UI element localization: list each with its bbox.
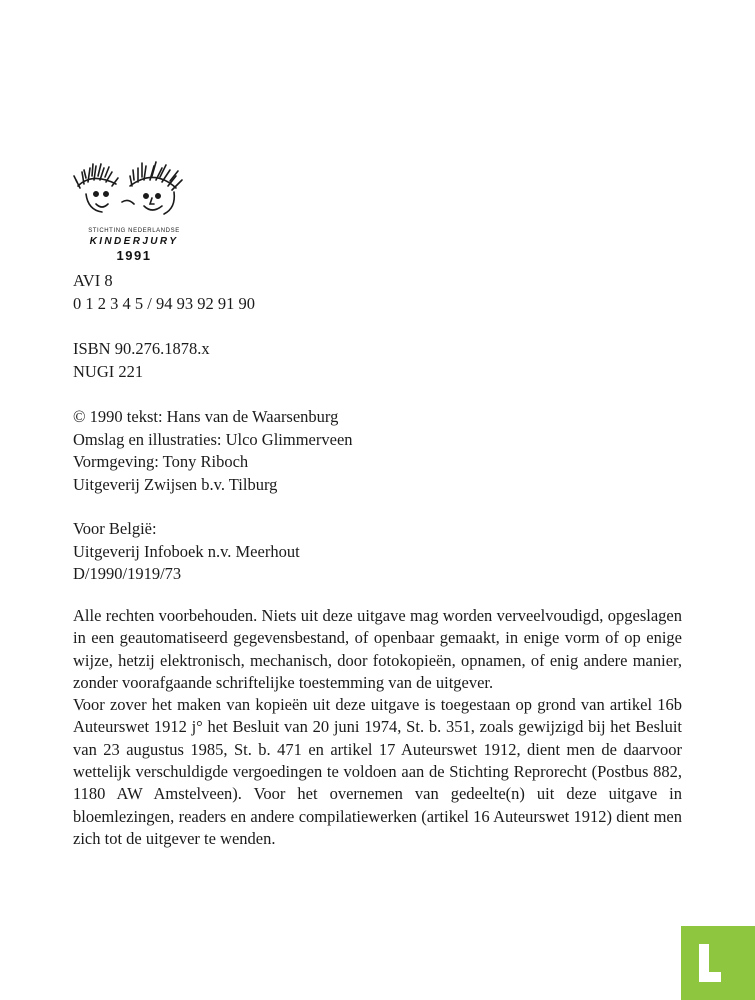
- avi-block: [73, 270, 683, 315]
- copying-paragraph: Voor zover het maken van kopieën uit deze uitgave is toegestaan op grond van artikel 16b Auteurswet 1912 j° het Besluit van 20 juni 1974, St. b. 351, zoals gewijzigd bij het Besluit van 23 augustus 1985, St. b. 471 en artikel 17 Auteurswet 1912, dient men de daarvoor wettelijk verschuldigde vergoedingen te voldoen aan de Stichting Reprorecht (Postbus 882, 1180 AW Amstelveen). Voor het overnemen van gedeelte(n) uit deze uitgave in bloemlezingen, readers en andere compilatiewerken (artikel 16 Auteurswet 1912) dient men zich tot de uitgever te wenden.: [73, 695, 682, 848]
- avi-level: AVI 8: [73, 271, 113, 290]
- corner-badge: [681, 926, 755, 1000]
- lastdodo-l-icon: [699, 944, 721, 982]
- belgium-heading: Voor België:: [73, 519, 157, 538]
- belgium-block: [73, 518, 683, 586]
- logo-name: KINDERJURY: [89, 236, 179, 247]
- two-children-faces-icon: [72, 158, 196, 228]
- logo-subtitle: STICHTING NEDERLANDSE: [88, 228, 180, 234]
- credit-publisher: Uitgeverij Zwijsen b.v. Tilburg: [73, 474, 278, 494]
- print-line: 0 1 2 3 4 5 / 94 93 92 91 90: [73, 293, 255, 313]
- nugi: NUGI 221: [73, 361, 144, 381]
- legal-notice: [73, 605, 682, 850]
- identifiers-block: [73, 338, 683, 383]
- belgium-deposit: D/1990/1919/73: [73, 564, 182, 583]
- credit-cover: Omslag en illustraties: Ulco Glimmerveen: [73, 429, 353, 449]
- credit-design: Vormgeving: Tony Riboch: [73, 452, 249, 471]
- logo-year: 1991: [116, 248, 152, 263]
- kinderjury-logo: [72, 158, 196, 266]
- rights-paragraph: Alle rechten voorbehouden. Niets uit deze uitgave mag worden verveelvoudigd, opgeslagen in een geautomatiseerd gegevensbestand, of openbaar gemaakt, in enige vorm of op enige wijze, hetzij elektronisch, mechanisch, door fotokopieën, opnamen, of enig andere manier, zonder voorafgaande schriftelijke toestemming van de uitgever.: [73, 606, 682, 692]
- isbn: ISBN 90.276.1878.x: [73, 339, 210, 358]
- belgium-publisher: Uitgeverij Infoboek n.v. Meerhout: [73, 541, 300, 561]
- credit-text: © 1990 tekst: Hans van de Waarsenburg: [73, 407, 339, 426]
- credits-block: [73, 406, 683, 496]
